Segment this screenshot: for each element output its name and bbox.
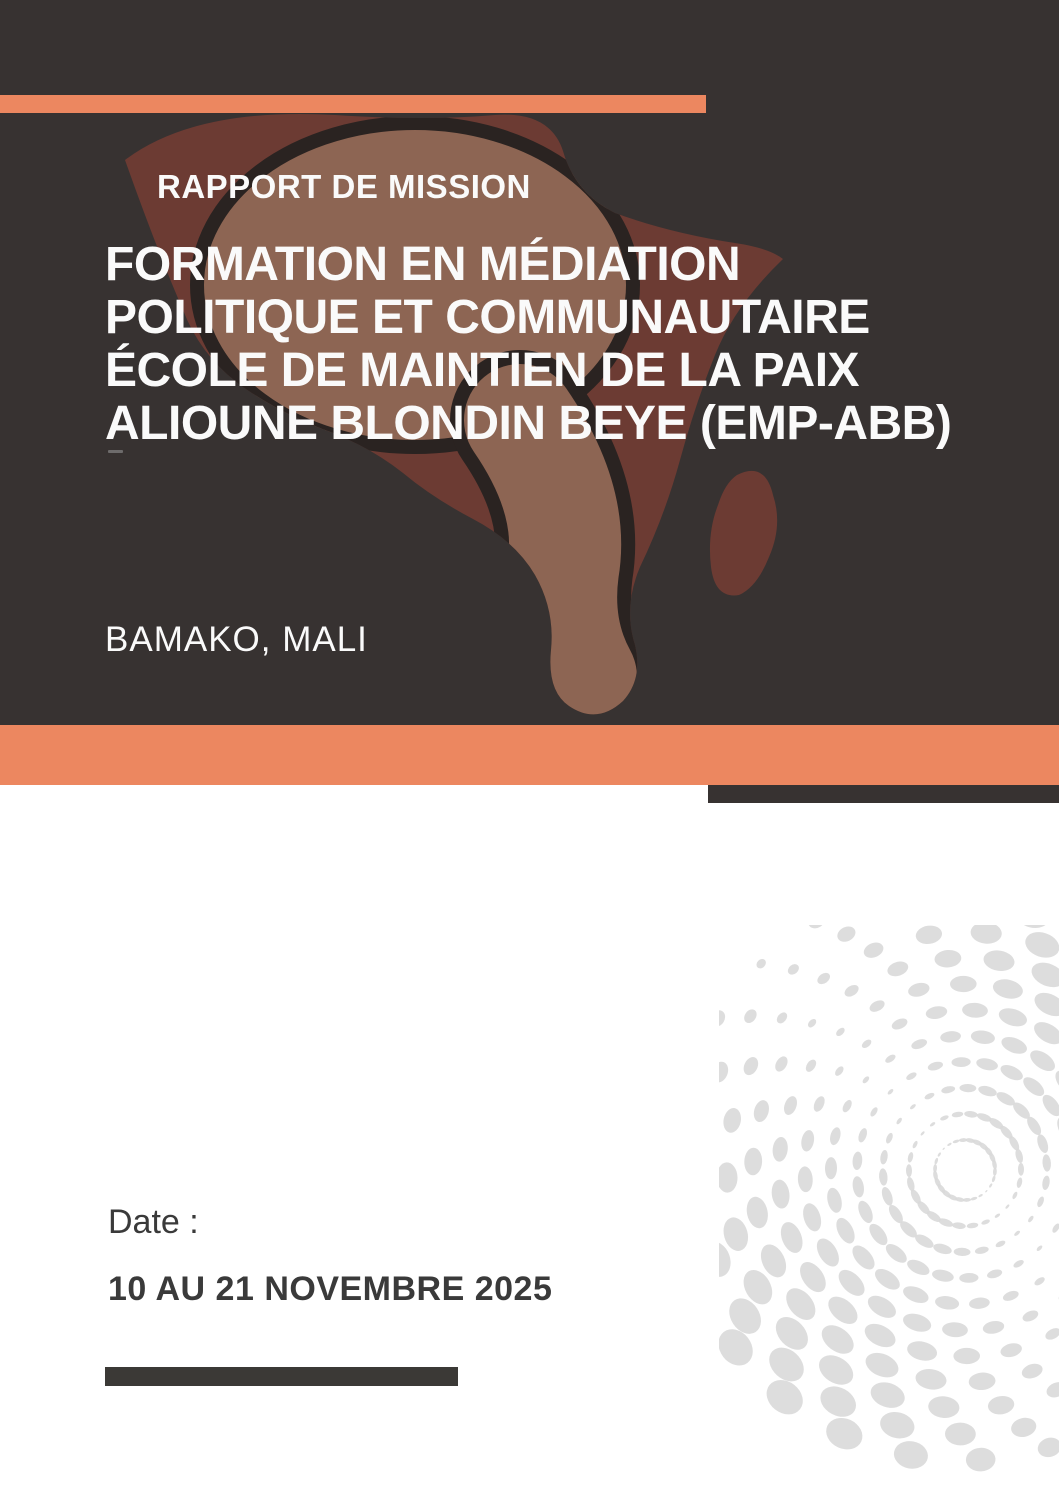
orange-divider-band [0,725,1059,785]
report-title-line: POLITIQUE ET COMMUNAUTAIRE [105,291,870,344]
report-title-line: ÉCOLE DE MAINTIEN DE LA PAIX [105,344,860,397]
report-type-label: RAPPORT DE MISSION [157,168,531,205]
location-label: BAMAKO, MALI [105,620,368,659]
micro-text-artifact [108,450,123,453]
date-value: 10 AU 21 NOVEMBRE 2025 [108,1270,553,1308]
cover-header [0,0,1059,725]
bottom-accent-bar [105,1367,458,1386]
dot-swirl-icon [719,925,1059,1495]
central-band-shape [520,420,581,677]
report-title-line: FORMATION EN MÉDIATION [105,238,741,291]
dark-corner-strip [708,785,1059,803]
top-accent-bar [0,95,706,113]
date-label: Date : [108,1203,199,1241]
report-title [105,238,951,450]
report-title-line: ALIOUNE BLONDIN BEYE (EMP-ABB) [105,397,952,450]
